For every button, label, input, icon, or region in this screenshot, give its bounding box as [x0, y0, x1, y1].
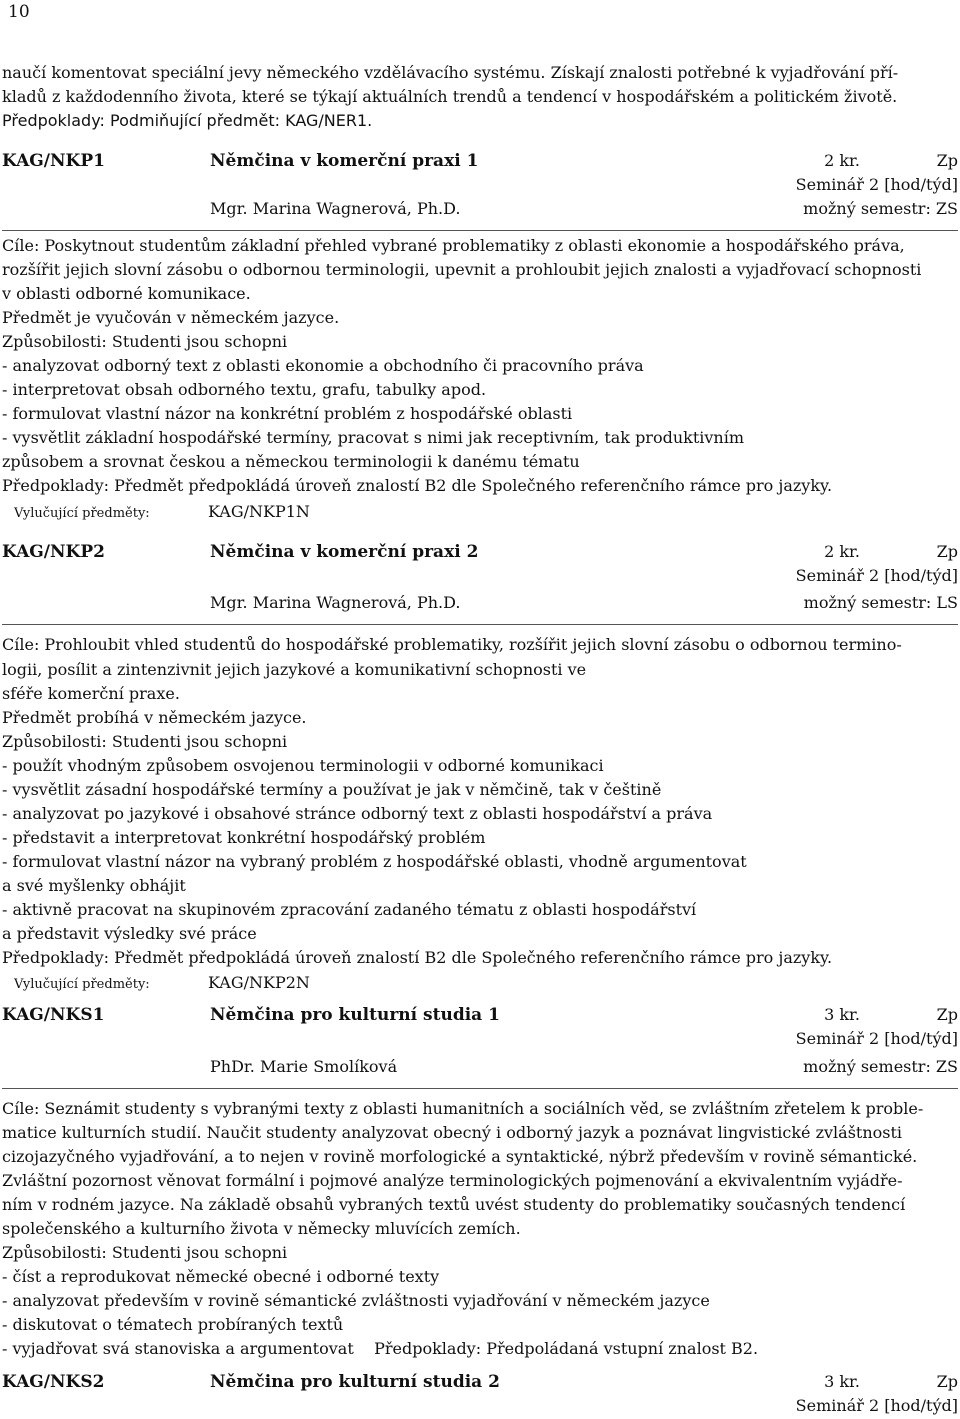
- course-text-line: - formulovat vlastní názor na konkrétní problém z hospodářské oblasti: [2, 404, 573, 423]
- course-text-line: - analyzovat odborný text z oblasti ekonomie a obchodního či pracovního práva: [2, 356, 644, 375]
- course-text-line: - analyzovat po jazykové i obsahové stránce odborný text z oblasti hospodářství a práva: [2, 804, 713, 823]
- course-completion: Zp: [936, 1005, 958, 1024]
- course-credits: 2 kr.: [824, 151, 860, 170]
- course-header: [2, 1005, 958, 1029]
- course-code: KAG/NKS1: [2, 1005, 105, 1025]
- course-text-line: matice kulturních studií. Naučit studenty analyzovat obecný i odborný jazyk a poznávat lingvistické zvláštnosti: [2, 1123, 903, 1142]
- course-title: Němčina v komerční praxi 1: [210, 151, 479, 171]
- course-semester: možný semestr: ZS: [803, 199, 958, 218]
- course-text-line: - číst a reprodukovat německé obecné i odborné texty: [2, 1267, 440, 1286]
- course-teacher: Mgr. Marina Wagnerová, Ph.D.: [210, 593, 461, 612]
- course-header: [2, 542, 958, 566]
- course-credits: 3 kr.: [824, 1372, 860, 1391]
- page-number: 10: [8, 2, 30, 22]
- course-text-line: - aktivně pracovat na skupinovém zpracování zadaného tématu z oblasti hospodářství: [2, 900, 697, 919]
- course-hours: Seminář 2 [hod/týd]: [795, 1029, 958, 1048]
- intro-line: Předpoklady: Podmiňující předmět: KAG/NER1.: [2, 111, 373, 130]
- course-teacher: PhDr. Marie Smolíková: [210, 1057, 398, 1076]
- course-credits: 3 kr.: [824, 1005, 860, 1024]
- exclusion-value: KAG/NKP2N: [208, 973, 310, 992]
- course-text-line: sféře komerční praxe.: [2, 684, 180, 703]
- course-text-line: - vyjadřovat svá stanoviska a argumentovat Předpoklady: Předpoládaná vstupní znalost B2.: [2, 1339, 759, 1358]
- course-text-line: logii, posílit a zintenzivnit jejich jazykové a komunikativní schopnosti ve: [2, 660, 587, 679]
- exclusion-label: Vylučující předměty:: [14, 977, 150, 992]
- exclusion-label: Vylučující předměty:: [14, 506, 150, 521]
- course-text-line: cizojazyčného vyjadřování, a to nejen v rovině morfologické a syntaktické, nýbrž především v rovině sémantické.: [2, 1147, 918, 1166]
- course-text-line: - analyzovat především v rovině sémantické zvláštnosti vyjadřování v německém jazyce: [2, 1291, 710, 1310]
- course-title: Němčina v komerční praxi 2: [210, 542, 479, 562]
- course-completion: Zp: [936, 1372, 958, 1391]
- course-text-line: - vysvětlit základní hospodářské termíny, pracovat s nimi jak receptivním, tak produktivním: [2, 428, 745, 447]
- course-completion: Zp: [936, 542, 958, 561]
- course-hours-row: [2, 1396, 958, 1418]
- course-credits: 2 kr.: [824, 542, 860, 561]
- course-teacher-row: [2, 593, 958, 615]
- course-text-line: ním v rodném jazyce. Na základě obsahů vybraných textů uvést studenty do problematiky současných tendencí: [2, 1195, 906, 1214]
- section-divider: [2, 230, 958, 231]
- course-hours-row: [2, 1029, 958, 1051]
- course-text-line: Způsobilosti: Studenti jsou schopni: [2, 1243, 288, 1262]
- course-teacher-row: [2, 1057, 958, 1079]
- course-text-line: Předpoklady: Předmět předpokládá úroveň znalostí B2 dle Společného referenčního rámce pro jazyky.: [2, 476, 833, 495]
- course-text-line: a představit výsledky své práce: [2, 924, 257, 943]
- exclusion-row: [14, 502, 310, 521]
- course-text-line: - použít vhodným způsobem osvojenou terminologii v odborné komunikaci: [2, 756, 604, 775]
- section-divider: [2, 1088, 958, 1089]
- course-hours: Seminář 2 [hod/týd]: [795, 566, 958, 585]
- course-header: [2, 151, 958, 175]
- course-teacher-row: [2, 199, 958, 221]
- course-title: Němčina pro kulturní studia 1: [210, 1005, 500, 1025]
- course-code: KAG/NKS2: [2, 1372, 105, 1392]
- course-text-line: a své myšlenky obhájit: [2, 876, 186, 895]
- intro-line: kladů z každodenního života, které se týkají aktuálních trendů a tendencí v hospodářském a politickém životě.: [2, 87, 898, 106]
- course-text-line: Předmět probíhá v německém jazyce.: [2, 708, 307, 727]
- course-text-line: - představit a interpretovat konkrétní hospodářský problém: [2, 828, 486, 847]
- course-hours-row: [2, 566, 958, 588]
- exclusion-value: KAG/NKP1N: [208, 502, 310, 521]
- course-text-line: - formulovat vlastní názor na vybraný problém z hospodářské oblasti, vhodně argumentovat: [2, 852, 747, 871]
- course-semester: možný semestr: ZS: [803, 1057, 958, 1076]
- course-teacher: Mgr. Marina Wagnerová, Ph.D.: [210, 199, 461, 218]
- course-text-line: společenského a kulturního života v německy mluvících zemích.: [2, 1219, 521, 1238]
- course-hours: Seminář 2 [hod/týd]: [795, 175, 958, 194]
- course-semester: možný semestr: LS: [803, 593, 958, 612]
- course-text-line: Způsobilosti: Studenti jsou schopni: [2, 732, 288, 751]
- course-text-line: Zvláštní pozornost věnovat formální i pojmové analýze terminologických pojmenování a ekvivalentním vyjádře-: [2, 1171, 903, 1190]
- exclusion-row: [14, 973, 310, 992]
- course-completion: Zp: [936, 151, 958, 170]
- course-hours: Seminář 2 [hod/týd]: [795, 1396, 958, 1415]
- course-text-line: Předmět je vyučován v německém jazyce.: [2, 308, 340, 327]
- intro-line: naučí komentovat speciální jevy německého vzdělávacího systému. Získají znalosti potřebné k vyjadřování pří-: [2, 63, 899, 82]
- course-text-line: Cíle: Poskytnout studentům základní přehled vybrané problematiky z oblasti ekonomie a hospodářského práva,: [2, 236, 905, 255]
- course-text-line: Cíle: Prohloubit vhled studentů do hospodářské problematiky, rozšířit jejich slovní zásobu o odbornou termino-: [2, 635, 902, 654]
- course-text-line: Cíle: Seznámit studenty s vybranými texty z oblasti humanitních a sociálních věd, se zvláštním zřetelem k proble-: [2, 1099, 924, 1118]
- course-text-line: - vysvětlit zásadní hospodářské termíny a používat je jak v němčině, tak v češtině: [2, 780, 662, 799]
- course-text-line: - interpretovat obsah odborného textu, grafu, tabulky apod.: [2, 380, 487, 399]
- course-text-line: - diskutovat o tématech probíraných textů: [2, 1315, 344, 1334]
- course-code: KAG/NKP1: [2, 151, 105, 171]
- course-text-line: Předpoklady: Předmět předpokládá úroveň znalostí B2 dle Společného referenčního rámce pro jazyky.: [2, 948, 833, 967]
- course-text-line: rozšířit jejich slovní zásobu o odbornou terminologii, upevnit a prohloubit jejich znalosti a vyjadřovací schopnosti: [2, 260, 922, 279]
- course-text-line: Způsobilosti: Studenti jsou schopni: [2, 332, 288, 351]
- course-text-line: způsobem a srovnat českou a německou terminologii k danému tématu: [2, 452, 580, 471]
- course-title: Němčina pro kulturní studia 2: [210, 1372, 500, 1392]
- course-code: KAG/NKP2: [2, 542, 105, 562]
- section-divider: [2, 624, 958, 625]
- course-header: [2, 1372, 958, 1396]
- course-hours-row: [2, 175, 958, 197]
- course-text-line: v oblasti odborné komunikace.: [2, 284, 251, 303]
